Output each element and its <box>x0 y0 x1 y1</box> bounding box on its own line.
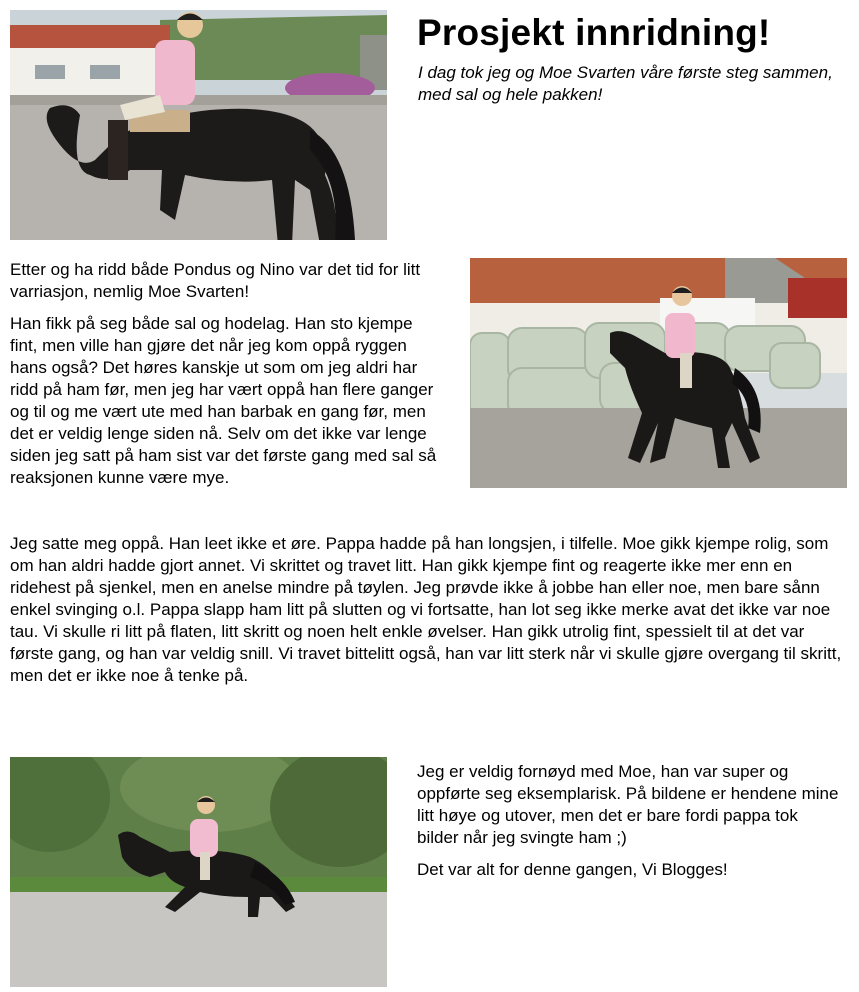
post-subtitle: I dag tok jeg og Moe Svarten våre første steg sammen, med sal og hele pakken! <box>418 63 833 104</box>
paragraph-saddle: Han fikk på seg både sal og hodelag. Han sto kjempe fint, men ville han gjøre det når jeg kom oppå ryggen hans også? Det høres kanskje ut som om jeg aldri har ridd på ham før, men jeg har vært oppå han flere ganger og til og me vært ute med han barbak en gang før, men det er veldig lenge siden nå. Selv om det ikke var lenge siden jeg satt på ham sist var det første gang med sal så reaksjonen kunne være mye. <box>10 314 437 487</box>
photo-rider-walking <box>10 10 387 240</box>
photo-rider-cantering <box>10 757 387 987</box>
paragraph-ride: Jeg satte meg oppå. Han leet ikke et øre. Pappa hadde på han longsjen, i tilfelle. Moe gikk kjempe rolig, som om han aldri hadde gjort annet. Vi skrittet og travet litt. Han gikk kjempe fint og reagerte ikke mer enn en ridehest på sjenkel, men en anelse mindre på tøylen. Jeg prøvde ikke å jobbe han eller noe, men bare sånn enkel svinging o.l. Pappa slapp ham litt på slutten og vi fortsatte, han lot seg ikke merke avat det ikke var noe tau. Vi skulle ri litt på flaten, litt skritt og noen helt enkle øvelser. Han gikk utrolig fint, spessielt til at det var første gang, og han var veldig snill. Vi travet bittelitt også, han var litt sterk når vi skulle gjøre overgang til skritt, men det er ikke noe å tenke på. <box>10 534 842 685</box>
paragraph-intro: Etter og ha ridd både Pondus og Nino var det tid for litt varriasjon, nemlig Moe Svarten! <box>10 260 421 301</box>
intro-text-block <box>10 259 440 499</box>
photo-rider-trotting <box>470 258 847 488</box>
paragraph-satisfied: Jeg er veldig fornøyd med Moe, han var super og oppførte seg eksemplarisk. På bildene er hendene mine litt høye og utover, men det er bare fordi pappa tok bilder når jeg svingte ham ;) <box>417 762 839 847</box>
paragraph-signoff: Det var alt for denne gangen, Vi Blogges! <box>417 860 728 879</box>
ride-text-block <box>10 533 848 697</box>
post-title: Prosjekt innridning! <box>417 12 771 53</box>
closing-text-block <box>417 761 842 891</box>
